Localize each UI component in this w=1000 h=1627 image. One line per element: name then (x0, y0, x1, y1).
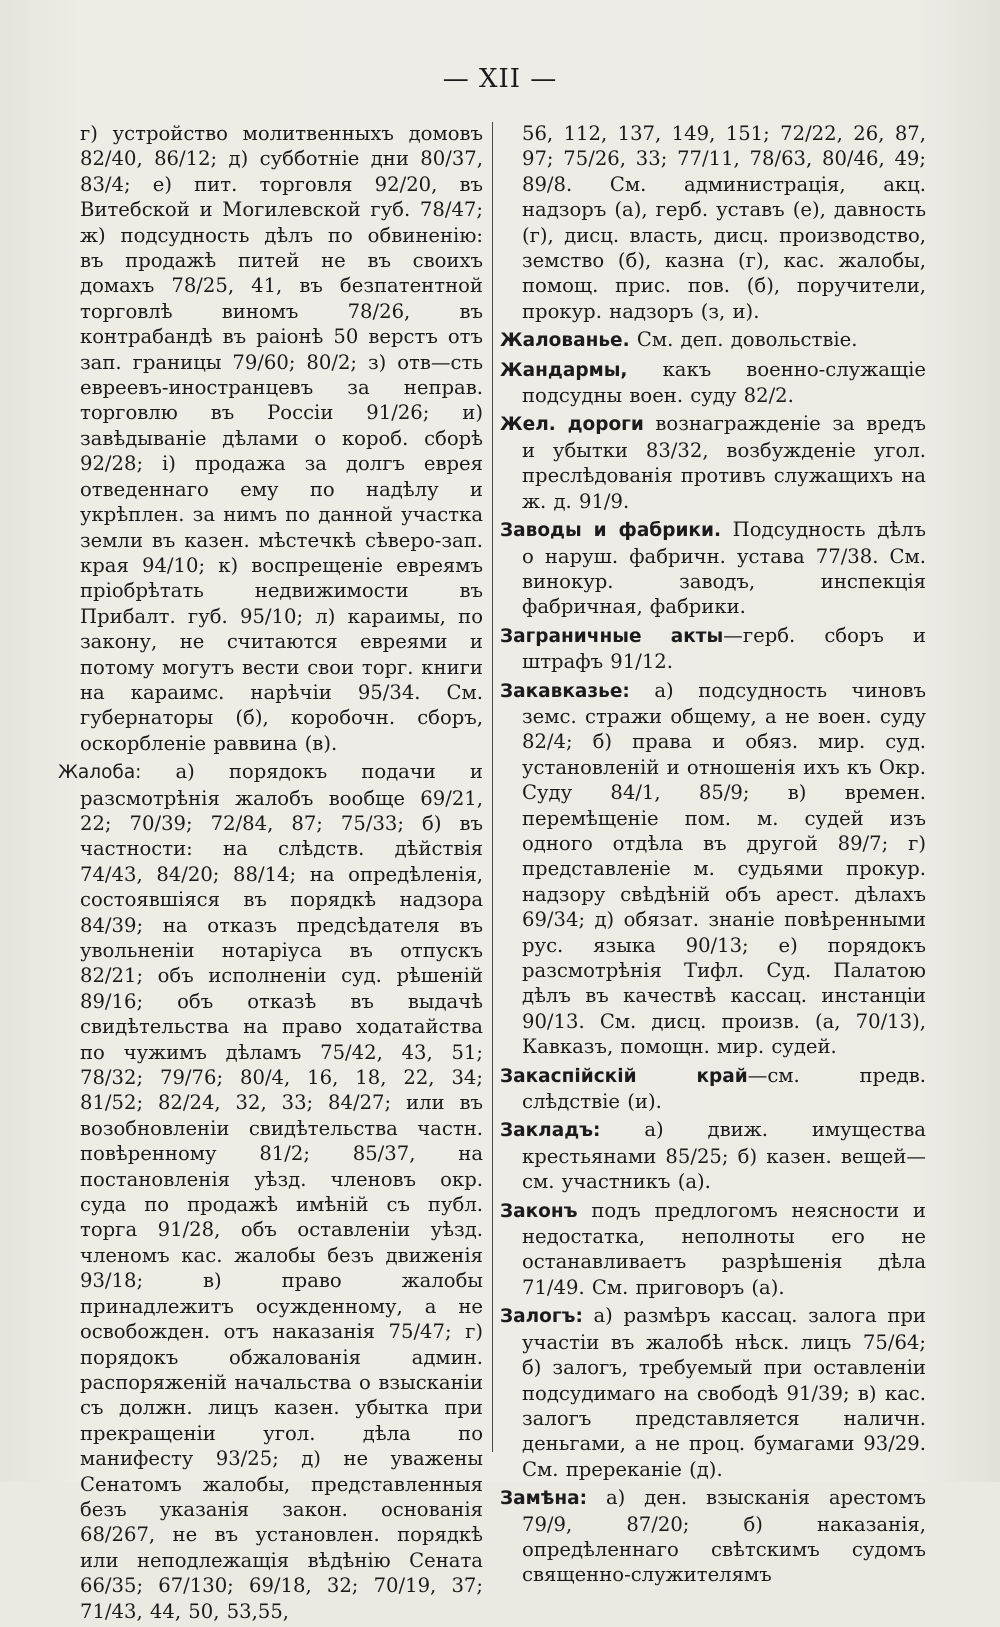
left-column (58, 121, 483, 1627)
entry-headword: Закладъ: (500, 1120, 601, 1142)
entry-headword: Жандармы, (500, 359, 628, 381)
entry-headword: Жел. дороги (500, 414, 644, 436)
entry-text: а) размѣръ кассац. залога при участіи въ жалобѣ нѣск. лицъ 75/64; б) залогъ, требуемый при оставленіи подсудимаго на свободѣ 91/39; в) кас. залогъ представляется наличн. деньгами, а не проц. бумагами 93/29. См. пререканіе (д). (522, 1304, 926, 1481)
entry-headword: Жалоба: (58, 762, 142, 784)
entry-text: а) движ. имущества крестьянами 85/25; б) казен. вещей—см. участникъ (а). (522, 1118, 926, 1194)
entry-headword: Заграничные акты (500, 625, 724, 647)
continued-entry: 56, 112, 137, 149, 151; 72/22, 26, 87, 97; 75/26, 33; 77/11, 78/63, 80/46, 49; 89/8. См. администрація, акц. надзоръ (а), герб. уставъ (е), давность (г), дисц. власть, дисц. производство, земство (б), казна (г), кас. жалобы, помощ. прис. пов. (б), поручители, прокур. надзоръ (з, и). (522, 122, 926, 323)
index-entry (500, 327, 926, 353)
entry-headword: Заводы и фабрики. (500, 520, 721, 542)
index-entry (500, 411, 926, 514)
index-entry (500, 1063, 926, 1115)
entry-headword: Закаспійскій край (500, 1065, 748, 1087)
index-entry (500, 1485, 926, 1588)
index-entry (500, 517, 926, 620)
entry-text: а) ден. взысканія арестомъ 79/9, 87/20; б) наказанія, опредѣленнаго свѣтскимъ судомъ священно-служителямъ (522, 1486, 926, 1587)
entry-headword: Законъ (500, 1200, 578, 1222)
entry-text: —см. предв. слѣдствіе (и). (522, 1063, 926, 1114)
entry-text: вознагражденіе за вредъ и убытки 83/32, возбужденіе угол. преслѣдованія противъ служащихъ на ж. д. 91/9. (522, 412, 926, 513)
index-entry (58, 759, 483, 1624)
entry-text: См. деп. довольствіе. (629, 328, 858, 352)
index-entry (500, 1198, 926, 1301)
index-entry (500, 623, 926, 675)
index-entry (500, 678, 926, 1060)
entry-text: а) подсудность чиновъ земс. стражи общему, а не воен. суду 82/4; б) права и обяз. мир. суд. установленій и отношенія ихъ къ Окр. Суду 84/1, 85/9; в) времен. перемѣщеніе пом. м. судей изъ одного отдѣла въ другой 89/7; г) представленіе м. судьями прокур. надзору свѣдѣній объ арест. дѣлахъ 69/34; д) обязат. знаніе повѣренными рус. языка 90/13; е) порядокъ разсмотрѣнія Тифл. Суд. Палатою дѣлъ въ качествѣ кассац. инстанціи 90/13. См. дисц. произв. (а, 70/13), Кавказъ, помощн. мир. судей. (522, 678, 926, 1059)
continued-entry: г) устройство молитвенныхъ домовъ 82/40, 86/12; д) субботніе дни 80/37, 83/4; е) пит. торговля 92/20, въ Витебской и Могилевской губ. 78/47; ж) подсудность дѣлъ по обвиненію: въ продажѣ питей не въ своихъ домахъ 78/25, 41, въ безпатентной торговлѣ виномъ 78/26, въ контрабандѣ въ раіонѣ 50 верстъ отъ зап. границы 79/60; 80/2; з) отв—сть евреевъ-иностранцевъ за неправ. торговлю въ Россіи 91/26; и) завѣдываніе дѣлами о короб. сборѣ 92/28; і) продажа за долгъ еврея отведеннаго ему по надѣлу и укрѣплен. за нимъ по данной участка земли въ казен. мѣстечкѣ сѣверо-зап. края 94/10; к) воспрещеніе евреямъ пріобрѣтать недвижимости въ Прибалт. губ. 95/10; л) караимы, по закону, не считаются евреями и потому могутъ вести свои торг. книги на караимс. нарѣчіи 95/34. См. губернаторы (б), коробочн. сборъ, оскорбленіе раввина (в). (80, 122, 483, 755)
entry-headword: Залогъ: (500, 1306, 583, 1328)
entry-text: —герб. сборъ и штрафъ 91/12. (522, 623, 926, 674)
index-entry (500, 1117, 926, 1194)
entry-headword: Замѣна: (500, 1488, 588, 1510)
index-entry (500, 357, 926, 409)
entry-text: какъ военно-служащіе подсудны воен. суду 82/2. (522, 357, 926, 408)
entry-text: подъ предлогомъ неясности и недостатка, неполноты его не останавливаетъ разрѣшенія дѣла 71/49. См. приговоръ (а). (522, 1198, 926, 1299)
entry-headword: Закавказье: (500, 680, 630, 702)
entry-text: Подсудность дѣлъ о наруш. фабричн. устава 77/38. См. винокур. заводъ, инспекція фабричная, фабрики. (522, 518, 926, 619)
entry-text: а) порядокъ подачи и разсмотрѣнія жалобъ вообще 69/21, 22; 70/39; 72/84, 87; 75/33; б) въ частности: на слѣдств. дѣйствія 74/43, 84/20; 88/14; на опредѣленія, состоявшіяся въ порядкѣ надзора 84/39; на отказъ предсѣдателя въ увольненіи нотаріуса въ отпускъ 82/21; объ исполненіи суд. рѣшеній 89/16; объ отказѣ въ выдачѣ свидѣтельства на право ходатайства по чужимъ дѣламъ 75/42, 43, 51; 78/32; 79/76; 80/4, 16, 18, 22, 34; 81/52; 82/24, 32, 33; 84/27; или въ возобновленіи свидѣтельства частн. повѣренному 81/2; 85/37, на постановленія уѣзд. членовъ окр. суда по продажѣ имѣній съ публ. торга 91/28, объ оставленіи уѣзд. членомъ кас. жалобы безъ движенія 93/18; в) право жалобы принадлежитъ осужденному, а не освобожден. отъ наказанія 75/47; г) порядокъ обжалованія админ. распоряженій начальства о взысканіи съ должн. лицъ казен. убытка при прекращеніи угол. дѣла по манифесту 93/25; д) не уважены Сенатомъ жалобы, представленныя безъ указанія закон. основанія 68/267, не въ установлен. порядкѣ или неподлежащія вѣдѣнію Сената 66/35; 67/130; 69/18, 32; 70/19, 37; 71/43, 44, 50, 53,55, (80, 760, 483, 1623)
page-number: — XII — (442, 64, 558, 94)
entry-headword: Жалованье. (500, 330, 630, 352)
index-entry (500, 1303, 926, 1482)
right-column (500, 121, 926, 1591)
column-divider (492, 122, 493, 1452)
